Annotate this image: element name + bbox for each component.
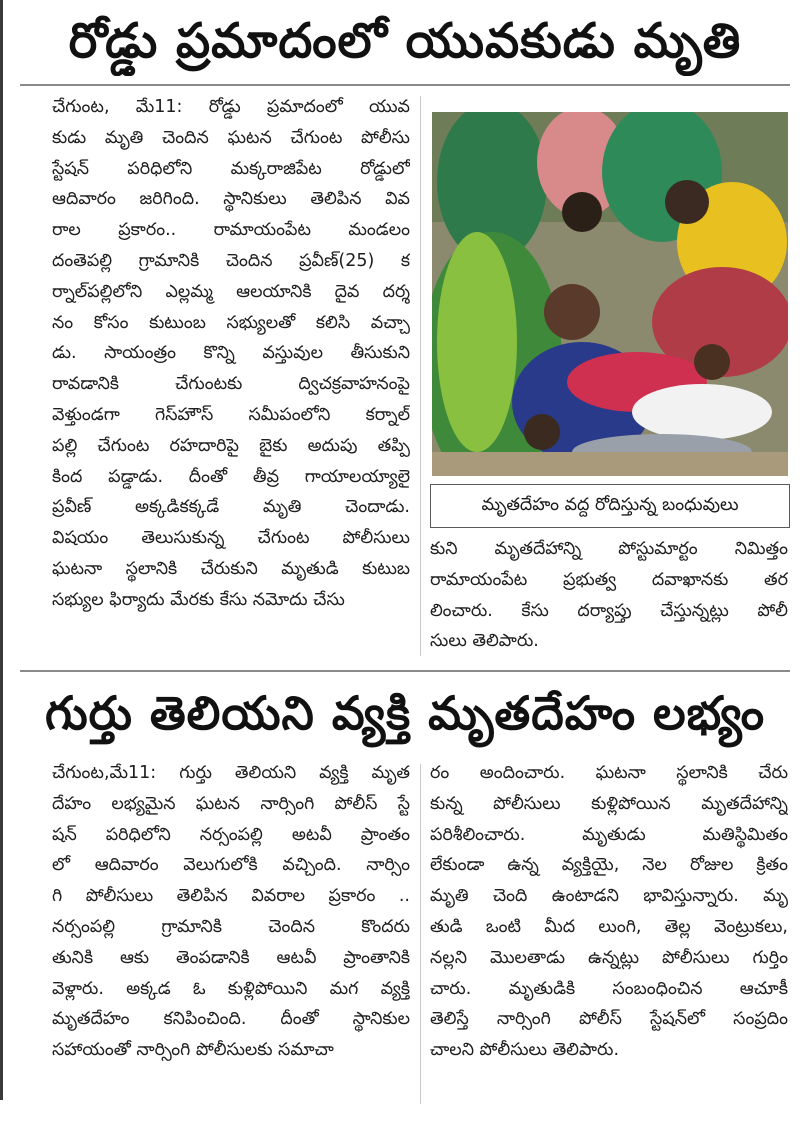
text-line: ఆదివారం జరిగింది. స్థానికులు తెలిపిన వివ xyxy=(52,189,410,210)
text-line: మృతి చెంది ఉంటాడని భావిస్తున్నారు. మృ xyxy=(430,886,788,907)
text-line: సహాయంతో నార్సింగి పోలీసులకు సమాచా xyxy=(52,1040,334,1061)
mourning-relatives-photo xyxy=(432,112,788,476)
text-line: ర్నాల్‌పల్లిలోని ఎల్లమ్మ ఆలయానికి దైవ దర్శ xyxy=(52,281,410,302)
text-line: మృతదేహం కనిపించింది. దీంతో స్థానికుల xyxy=(52,1009,410,1030)
page-left-border xyxy=(0,0,3,1100)
text-line: తునికి ఆకు తెంపడానికి ఆటవీ ప్రాంతానికి xyxy=(52,947,410,968)
text-line: దేహం లభ్యమైన ఘటన నార్సింగి పోలీస్ స్టే xyxy=(52,793,410,814)
text-line: నర్సంపల్లి గ్రామానికి చెందిన కొందరు xyxy=(52,916,410,937)
text-line: స్టేషన్ పరిధిలోని మక్కరాజిపేట రోడ్డులో xyxy=(52,158,410,179)
text-line: దంతెపల్లి గ్రామానికి చెందిన ప్రవీణ్(25) క xyxy=(52,250,410,271)
text-line: వెళ్తుండగా గెస్‌హౌస్ సమీపంలోని కర్నాల్ xyxy=(52,404,410,425)
text-line: తుడి ఒంటి మీద లుంగి, తెల్ల వెంట్రుకలు, xyxy=(430,916,788,937)
text-line: చారు. మృతుడికి సంబంధించిన ఆచూకీ xyxy=(430,978,788,999)
text-line: గి పోలీసులు తెలిపిన వివరాల ప్రకారం .. xyxy=(52,886,410,907)
text-line: చాలని పోలీసులు తెలిపారు. xyxy=(430,1040,620,1061)
story1-column-divider xyxy=(420,96,421,656)
text-line: చేగుంట, మే11: రోడ్డు ప్రమాదంలో యువ xyxy=(52,97,410,117)
text-line: కుని మృతదేహాన్ని పోస్టుమార్టం నిమిత్తం xyxy=(430,539,788,559)
text-line: తెలిస్తే నార్సింగి పోలీస్ స్టేషన్‌లో సంప్రదిం xyxy=(430,1009,788,1030)
text-line: ప్రవీణ్ అక్కడికక్కడే మృతి చెందాడు. xyxy=(52,497,410,518)
news-photo xyxy=(432,112,788,476)
text-line: లో ఆదివారం వెలుగులోకి వచ్చింది. నార్సిం xyxy=(52,855,410,876)
text-line: నల్లని మొలతాడు ఉన్నట్లు పోలీసులు గుర్తిం xyxy=(430,947,788,968)
story1-column-1 xyxy=(52,92,410,616)
text-line: షన్ పరిధిలోని నర్సంపల్లి అటవీ ప్రాంతం xyxy=(52,824,410,845)
text-line: రావడానికి చేగుంటకు ద్విచక్రవాహనంపై xyxy=(52,374,410,395)
text-line: పల్లి చేగుంట రహదారిపై బైకు అదుపు తప్పి xyxy=(52,435,410,456)
text-line: కున్న పోలీసులు కుళ్లిపోయిన మృతదేహాన్ని xyxy=(430,793,788,814)
story2-headline: గుర్తు తెలియని వ్యక్తి మృతదేహం లభ్యం xyxy=(44,686,766,740)
text-line: రాల ప్రకారం.. రామాయంపేట మండలం xyxy=(52,220,410,241)
text-line: సులు తెలిపారు. xyxy=(430,631,539,652)
text-line: పరిశీలించారు. మృతుడు మతిస్థిమితం xyxy=(430,824,788,845)
text-line: ఘటనా స్థలానికి చేరుకుని మృతుడి కుటుబ xyxy=(52,558,410,579)
text-line: కింద పడ్డాడు. దీంతో తీవ్ర గాయాలయ్యాలై xyxy=(52,466,410,487)
text-line: నం కోసం కుటుంబ సభ్యులతో కలిసి వచ్చా xyxy=(52,312,410,333)
text-line: విషయం తెలుసుకున్న చేగుంట పోలీసులు xyxy=(52,528,410,549)
story2-column-divider xyxy=(420,764,421,1104)
text-line: చేగుంట,మే11: గుర్తు తెలియని వ్యక్తి మృత xyxy=(52,763,410,783)
text-line: రామాయంపేట ప్రభుత్వ దవాఖానకు తర xyxy=(430,569,788,590)
story1-headline: రోడ్డు ప్రమాదంలో యువకుడు మృతి xyxy=(68,13,742,69)
text-line: లేకుండా ఉన్న వ్యక్తియై, నెల రోజుల క్రితం xyxy=(430,855,788,876)
text-line: వెళ్లారు. అక్కడ ఓ కుళ్లిపోయిని మగ వ్యక్తి xyxy=(52,978,410,999)
photo-caption: మృతదేహం వద్ద రోదిస్తున్న బంధువులు xyxy=(430,484,790,528)
text-line: సభ్యుల ఫిర్యాదు మేరకు కేసు నమోదు చేసు xyxy=(52,589,345,610)
story2-column-1 xyxy=(52,758,410,1066)
story-separator-rule xyxy=(20,670,790,672)
text-line: కుడు మృతి చెందిన ఘటన చేగుంట పోలీసు xyxy=(52,127,410,148)
text-line: లించారు. కేసు దర్యాప్తు చేస్తున్నట్లు పోలీ xyxy=(430,600,788,621)
text-line: డు. సాయంత్రం కొన్ని వస్తువుల తీసుకుని xyxy=(52,343,410,364)
story2-column-2 xyxy=(430,758,788,1066)
story1-column-2 xyxy=(430,534,788,657)
story1-headline-rule xyxy=(20,84,790,86)
text-line: రం అందించారు. ఘటనా స్థలానికి చేరు xyxy=(430,763,788,783)
